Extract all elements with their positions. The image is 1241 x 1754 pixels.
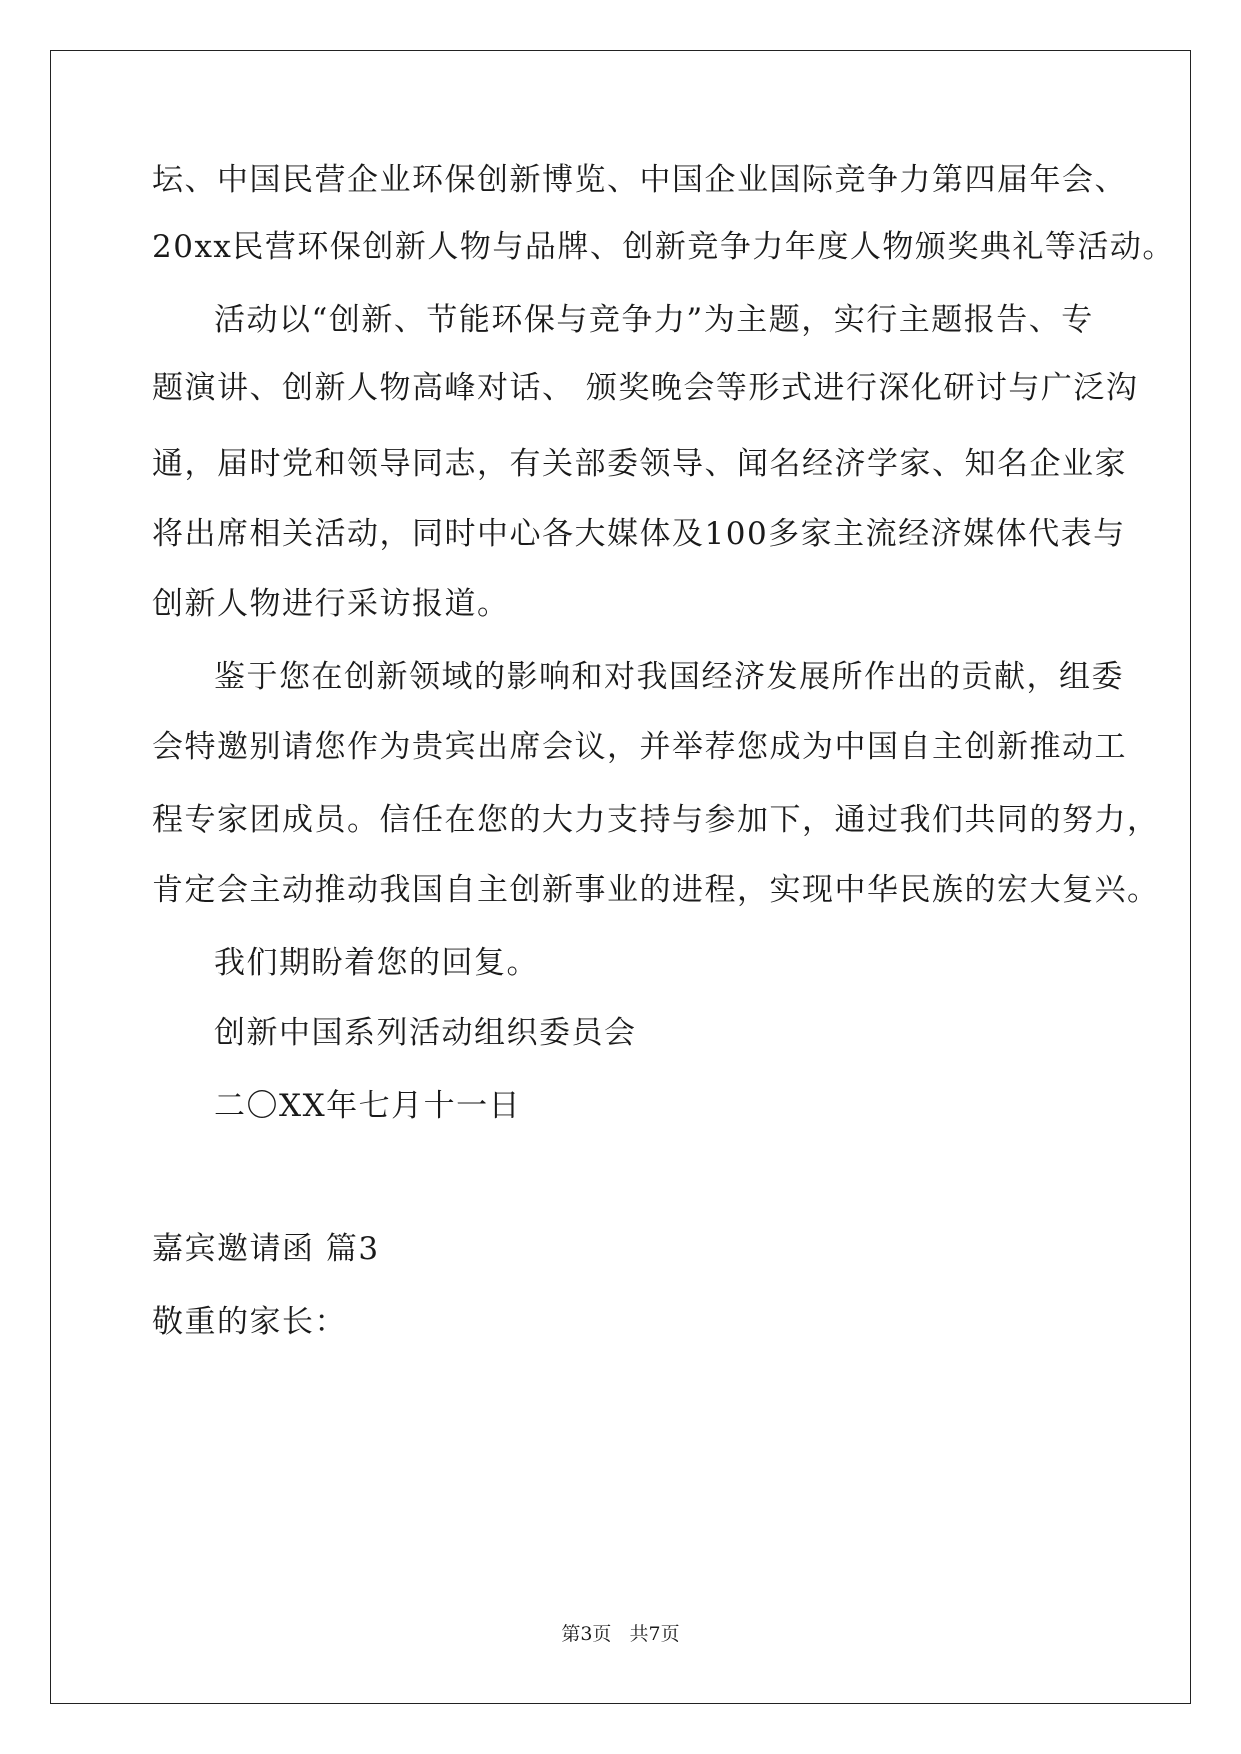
section-heading: 嘉宾邀请函 篇3	[152, 1231, 380, 1267]
signature-organization: 创新中国系列活动组织委员会	[214, 1015, 637, 1051]
signature-date: 二〇XX年七月十一日	[214, 1088, 522, 1124]
body-line-12: 我们期盼着您的回复。	[214, 945, 539, 981]
body-line-8: 鉴于您在创新领域的影响和对我国经济发展所作出的贡献，组委	[214, 659, 1124, 695]
body-line-11: 肯定会主动推动我国自主创新事业的进程，实现中华民族的宏大复兴。	[152, 872, 1160, 908]
body-line-7: 创新人物进行采访报道。	[152, 586, 510, 622]
body-line-10: 程专家团成员。信任在您的大力支持与参加下，通过我们共同的努力，	[152, 802, 1160, 838]
body-line-2: 20xx民营环保创新人物与品牌、创新竞争力年度人物颁奖典礼等活动。	[152, 229, 1175, 265]
body-line-3: 活动以“创新、节能环保与竞争力”为主题，实行主题报告、专	[214, 302, 1094, 338]
body-line-4: 题演讲、创新人物高峰对话、 颁奖晚会等形式进行深化研讨与广泛沟	[152, 370, 1139, 406]
body-line-1: 坛、中国民营企业环保创新博览、中国企业国际竞争力第四届年会、	[152, 162, 1127, 198]
body-line-6: 将出席相关活动，同时中心各大媒体及100多家主流经济媒体代表与	[152, 516, 1126, 552]
body-line-9: 会特邀别请您作为贵宾出席会议，并举荐您成为中国自主创新推动工	[152, 729, 1127, 765]
body-line-5: 通，届时党和领导同志，有关部委领导、闻名经济学家、知名企业家	[152, 446, 1127, 482]
page-number-footer: 第3页 共7页	[561, 1623, 680, 1645]
salutation: 敬重的家长：	[152, 1304, 347, 1340]
